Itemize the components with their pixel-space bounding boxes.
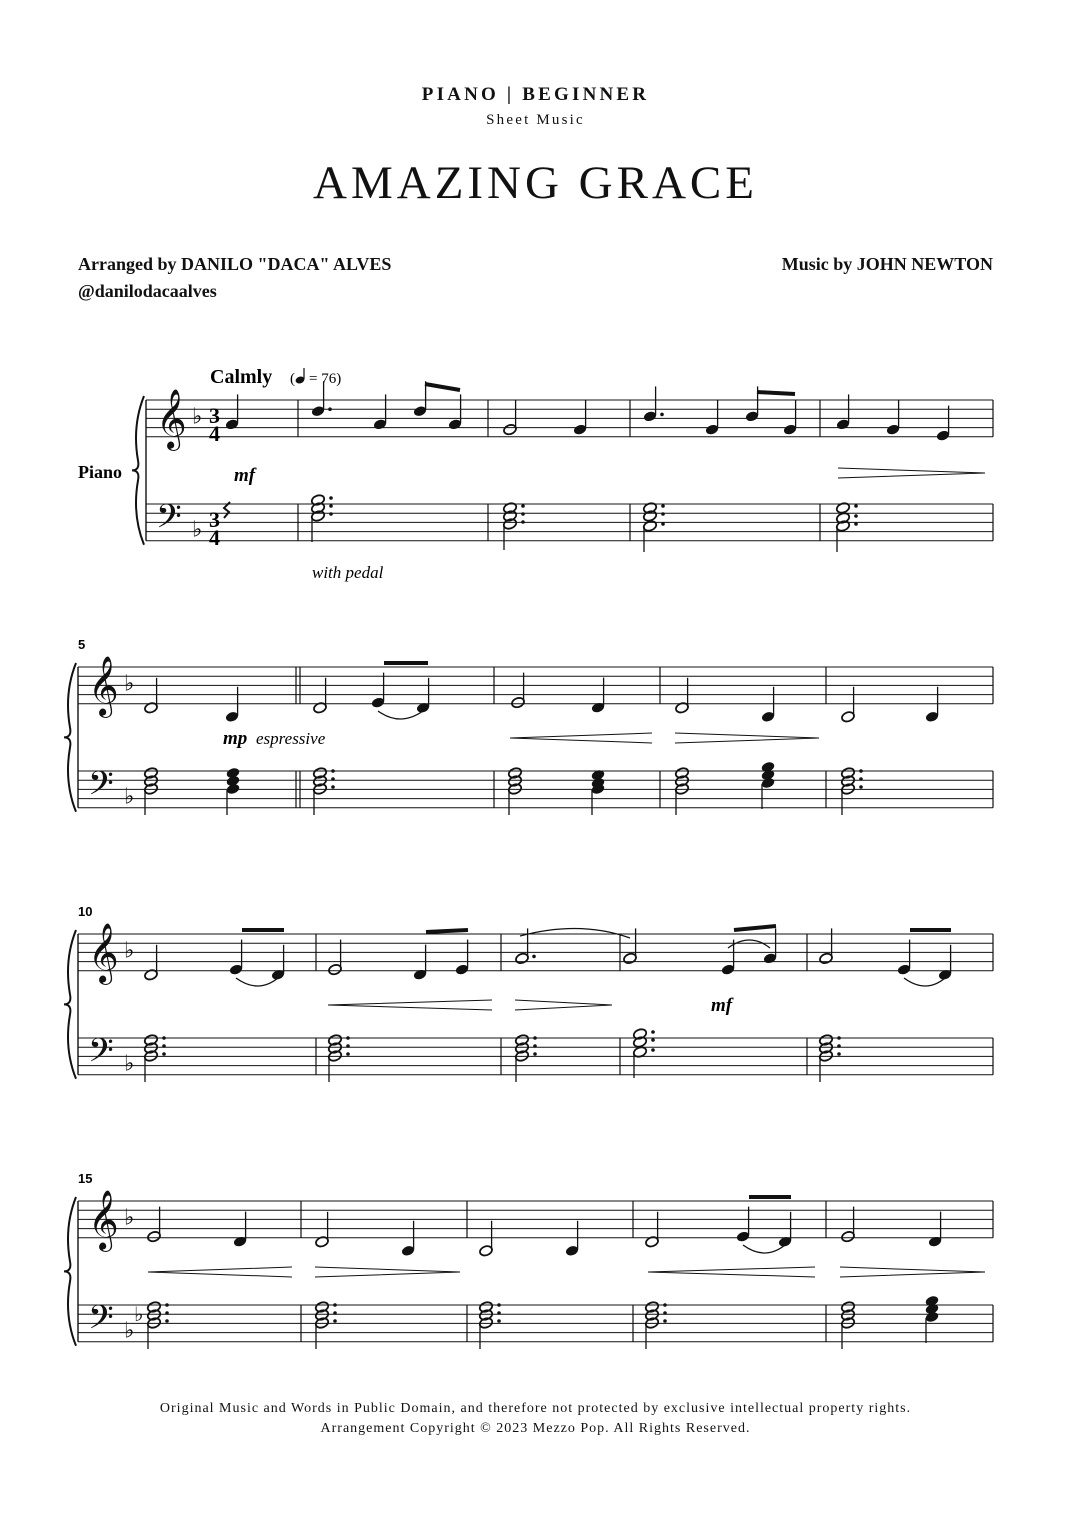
key-flat-icon: ♭ [192,517,203,543]
dot [162,1052,166,1056]
time-sig-bottom-bass: 4 [209,525,220,550]
decrescendo-hairpin [840,1267,985,1277]
notation-marks [64,381,985,1349]
dot [854,504,858,508]
dot [533,1044,537,1048]
dot [651,1038,655,1042]
crescendo-hairpin [328,1000,492,1010]
footer-copyright-line2: Arrangement Copyright © 2023 Mezzo Pop. All Rights Reserved. [320,1421,751,1436]
key-flat-icon: ♭ [124,938,135,964]
dot [663,1303,667,1307]
slur [236,978,278,986]
time-sig-bottom-treble: 4 [209,421,220,446]
dot [165,1311,169,1315]
dot [497,1319,501,1323]
dot [331,777,335,781]
dot [661,522,665,526]
dot [661,512,665,516]
dot [521,504,525,508]
dot [533,1036,537,1040]
chord-notehead [760,777,775,790]
tempo-label: Calmly [210,366,273,388]
instrument-label: Piano [78,462,123,482]
footer-copyright-line1: Original Music and Words in Public Domain, and therefore not protected by exclusive intellectual property rights. [159,1401,912,1416]
composer-credit: Music by JOHN NEWTON [781,254,993,274]
decrescendo-hairpin [675,733,819,743]
dot [333,1319,337,1323]
dot [854,514,858,518]
dot [661,504,665,508]
measure-number-10: 10 [78,904,93,919]
dot [346,1036,350,1040]
expression-espressive: espressive [256,729,326,748]
dot [859,769,863,773]
slur [378,711,423,719]
time-sig-top-treble: 3 [209,403,220,428]
tempo-open-paren: ( [290,371,295,387]
decrescendo-hairpin [315,1267,460,1277]
decrescendo-hairpin [838,468,985,478]
brace [64,1197,76,1346]
dot [533,1052,537,1056]
arranger-handle: @danilodacaalves [78,281,217,301]
treble-clef-icon: 𝄞 [88,923,119,983]
chord-notehead [642,520,657,533]
chord-notehead [924,1311,939,1324]
dot [837,1052,841,1056]
key-flat-icon: ♭ [192,404,203,430]
dot [521,520,525,524]
measure-number-15: 15 [78,1171,93,1186]
beam [425,384,460,390]
dot [837,1044,841,1048]
brace [132,396,144,545]
bass-clef-icon: 𝄢 [156,498,182,544]
arranger-credit: Arranged by DANILO "DACA" ALVES [78,254,392,274]
slur [743,1245,785,1253]
dot [165,1303,169,1307]
time-sig-top-bass: 3 [209,507,220,532]
quarter-note-icon [295,368,306,385]
beam [757,392,795,394]
dot [328,407,332,411]
treble-clef-icon: 𝄞 [88,1190,119,1250]
key-flat-icon: ♭ [124,1318,135,1344]
dot [346,1052,350,1056]
dot [165,1319,169,1323]
dot [651,1030,655,1034]
chord-notehead [225,783,240,796]
piece-title: AMAZING GRACE [313,157,758,209]
crescendo-hairpin [510,733,652,743]
tie [520,928,630,938]
dot [346,1044,350,1048]
bass-clef-icon: 𝄢 [88,765,114,811]
dot [837,1036,841,1040]
dot [497,1303,501,1307]
subtitle-label: Sheet Music [486,112,585,128]
dot [162,1036,166,1040]
category-label: PIANO | BEGINNER [421,84,650,105]
dot [663,1319,667,1323]
brace [64,930,76,1079]
dynamic-mf-1: mf [234,465,256,486]
dynamic-mp: mp [223,728,248,749]
dot [497,1311,501,1315]
dynamic-mf-2: mf [711,995,733,1016]
treble-clef-icon: 𝄞 [88,656,119,716]
bass-clef-icon: 𝄢 [88,1299,114,1345]
dot [859,785,863,789]
pedal-marking: with pedal [312,563,384,582]
tempo-value: = 76) [309,371,342,387]
slur [728,940,770,948]
measure-number-5: 5 [78,637,86,652]
accidental-flat-icon: ♭ [134,1302,144,1326]
key-flat-icon: ♭ [124,784,135,810]
dot [854,522,858,526]
bass-clef-icon: 𝄢 [88,1032,114,1078]
crescendo-hairpin [148,1267,292,1277]
beam [734,926,776,930]
crescendo-hairpin [648,1267,815,1277]
beam [426,930,468,932]
dot [663,1311,667,1315]
key-flat-icon: ♭ [124,1051,135,1077]
key-flat-icon: ♭ [124,671,135,697]
dot [329,496,333,500]
treble-clef-icon: 𝄞 [156,389,187,449]
dot [651,1048,655,1052]
dot [660,413,664,417]
dot [333,1303,337,1307]
dot [333,1311,337,1315]
dot [162,1044,166,1048]
key-flat-icon: ♭ [124,1205,135,1231]
slur [904,978,945,986]
dot [329,512,333,516]
brace [64,663,76,812]
dot [532,955,536,959]
dot [329,504,333,508]
dot [521,512,525,516]
dot [331,769,335,773]
decrescendo-hairpin [515,1000,612,1010]
dot [859,777,863,781]
dot [331,785,335,789]
